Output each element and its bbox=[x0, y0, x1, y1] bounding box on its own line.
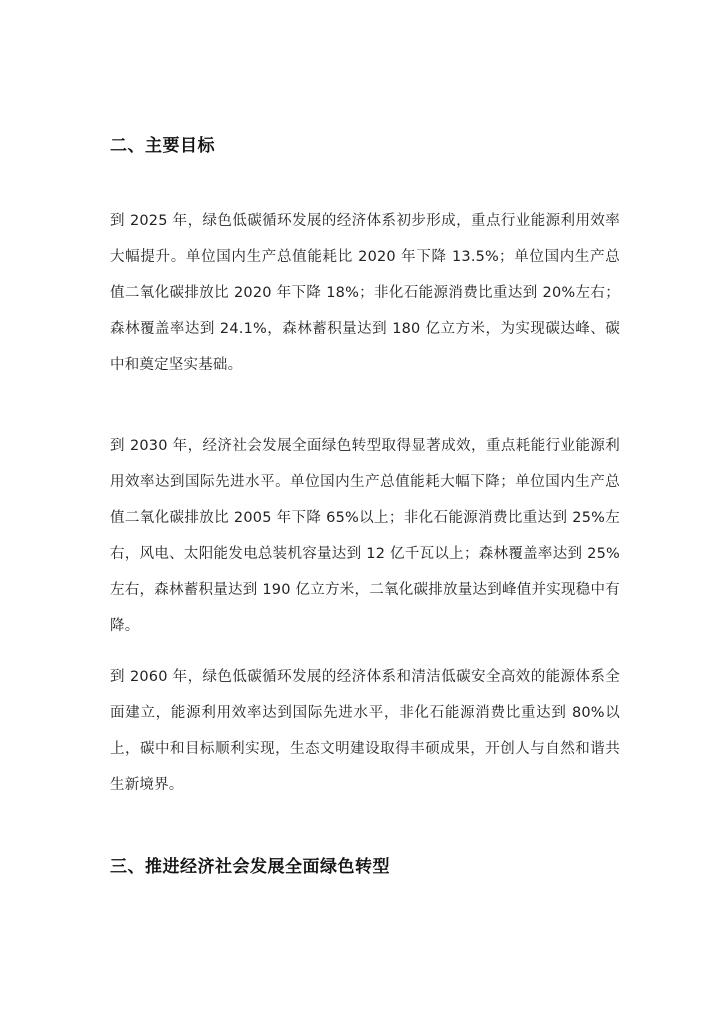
section-heading-main-goals: 二、主要目标 bbox=[110, 136, 215, 156]
paragraph-2030-goals: 到 2030 年，经济社会发展全面绿色转型取得显著成效，重点耗能行业能源利用效率达到国际先进水平。单位国内生产总值能耗大幅下降；单位国内生产总值二氧化碳排放比 2005 年下降 65%以上；非化石能源消费比重达到 25%左右，风电、太阳能发电总装机容量达到 12 亿千瓦以上；森林覆盖率达到 25%左右，森林蓄积量达到 190 亿立方米，二氧化碳排放量达到峰值并实现稳中有降。 bbox=[110, 438, 620, 634]
paragraph-2025-goals: 到 2025 年，绿色低碳循环发展的经济体系初步形成，重点行业能源利用效率大幅提升。单位国内生产总值能耗比 2020 年下降 13.5%；单位国内生产总值二氧化碳排放比 2020 年下降 18%；非化石能源消费比重达到 20%左右；森林覆盖率达到 24.1%，森林蓄积量达到 180 亿立方米，为实现碳达峰、碳中和奠定坚实基础。 bbox=[110, 213, 620, 373]
section-heading-green-transition: 三、推进经济社会发展全面绿色转型 bbox=[110, 857, 390, 877]
paragraph-2060-goals: 到 2060 年，绿色低碳循环发展的经济体系和清洁低碳安全高效的能源体系全面建立，能源利用效率达到国际先进水平，非化石能源消费比重达到 80%以上，碳中和目标顺利实现，生态文明建设取得丰硕成果，开创人与自然和谐共生新境界。 bbox=[110, 669, 620, 793]
